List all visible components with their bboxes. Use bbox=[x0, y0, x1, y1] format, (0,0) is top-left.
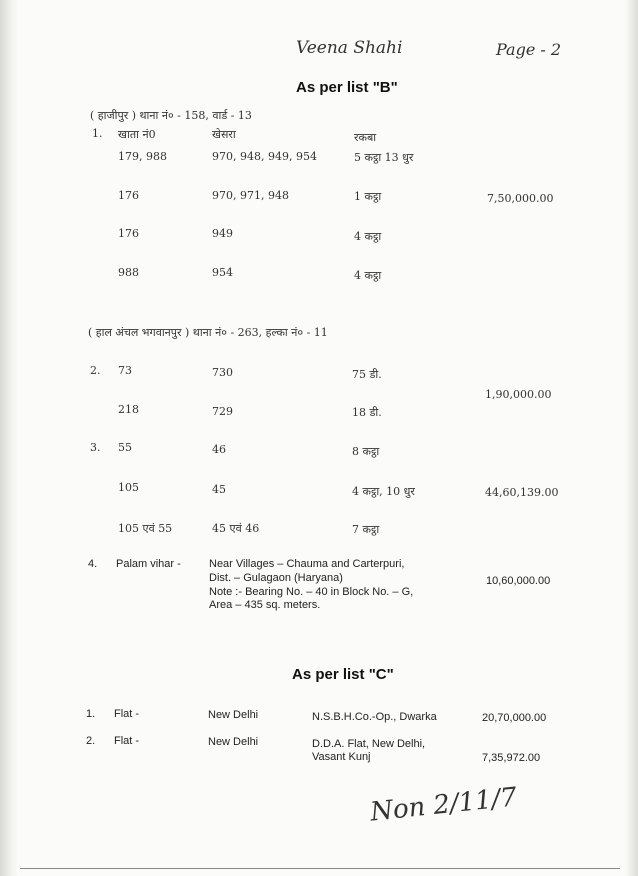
khata-value: 73 bbox=[118, 364, 132, 377]
rakba-value: 7 कट्ठा bbox=[352, 523, 380, 536]
rakba-value: 1 कट्ठा bbox=[354, 190, 382, 203]
khesra-value: 45 bbox=[212, 483, 226, 496]
property-desc: D.D.A. Flat, New Delhi, bbox=[312, 738, 426, 750]
property-desc: Vasant Kunj bbox=[312, 751, 371, 763]
item4-desc-line: Dist. – Gulagaon (Haryana) bbox=[209, 572, 343, 584]
signature-top: Veena Shahi bbox=[296, 38, 403, 58]
khesra-value: 730 bbox=[212, 366, 233, 379]
khesra-value: 970, 948, 949, 954 bbox=[212, 150, 317, 163]
item4-desc-line: Near Villages – Chauma and Carterpuri, bbox=[209, 558, 405, 570]
scan-edge-right bbox=[624, 0, 638, 876]
khata-value: 218 bbox=[118, 403, 139, 416]
property-desc: N.S.B.H.Co.-Op., Dwarka bbox=[312, 711, 437, 723]
khata-value: 176 bbox=[118, 227, 139, 240]
property-type: Flat - bbox=[114, 708, 140, 720]
khesra-value: 949 bbox=[212, 227, 233, 240]
item4-desc-line: Area – 435 sq. meters. bbox=[209, 599, 321, 611]
list-b-heading: As per list "B" bbox=[296, 79, 398, 96]
section2-location: ( हाल अंचल भगवानपुर ) थाना नं० - 263, हल्का नं० - 11 bbox=[88, 326, 328, 339]
page-label: Page - 2 bbox=[496, 40, 562, 59]
khesra-value: 45 एवं 46 bbox=[212, 522, 260, 535]
col-khata-header: खाता नं0 bbox=[118, 128, 156, 141]
col-khesra-header: खेसरा bbox=[212, 128, 236, 141]
khesra-value: 970, 971, 948 bbox=[212, 189, 289, 202]
property-amount: 20,70,000.00 bbox=[482, 712, 547, 724]
khata-value: 988 bbox=[118, 266, 139, 279]
property-city: New Delhi bbox=[208, 709, 259, 721]
item-number: 1. bbox=[92, 127, 103, 140]
item2-amount: 1,90,000.00 bbox=[485, 388, 552, 401]
khata-value: 105 एवं 55 bbox=[118, 522, 173, 535]
khesra-value: 954 bbox=[212, 266, 233, 279]
khata-value: 176 bbox=[118, 189, 139, 202]
list-c-heading: As per list "C" bbox=[292, 666, 394, 683]
khata-value: 179, 988 bbox=[118, 150, 167, 163]
item-number: 2. bbox=[86, 735, 96, 747]
item4-name: Palam vihar - bbox=[116, 558, 181, 570]
signature-bottom: Non 2/11/7 bbox=[368, 782, 519, 828]
khata-value: 105 bbox=[118, 481, 139, 494]
rakba-value: 4 कट्ठा bbox=[354, 230, 382, 243]
item-number: 1. bbox=[86, 708, 96, 720]
rakba-value: 4 कट्ठा, 10 धुर bbox=[352, 485, 415, 498]
item4-amount: 10,60,000.00 bbox=[486, 575, 551, 587]
property-type: Flat - bbox=[114, 735, 140, 747]
scan-edge-left bbox=[0, 0, 18, 876]
rakba-value: 75 डी. bbox=[352, 368, 382, 381]
khata-value: 55 bbox=[118, 441, 132, 454]
item3-amount: 44,60,139.00 bbox=[485, 486, 559, 499]
page-bottom-border bbox=[20, 868, 620, 869]
property-city: New Delhi bbox=[208, 736, 259, 748]
khesra-value: 729 bbox=[212, 405, 233, 418]
col-rakba-header: रकबा bbox=[354, 131, 377, 144]
property-amount: 7,35,972.00 bbox=[482, 752, 541, 764]
amount-value: 7,50,000.00 bbox=[487, 192, 554, 205]
item4-desc-line: Note :- Bearing No. – 40 in Block No. – G, bbox=[209, 586, 414, 598]
item-number: 2. bbox=[90, 364, 101, 377]
section1-location: ( हाजीपुर ) थाना नं० - 158, वार्ड - 13 bbox=[90, 109, 252, 122]
khesra-value: 46 bbox=[212, 443, 226, 456]
rakba-value: 4 कट्ठा bbox=[354, 269, 382, 282]
item-number: 4. bbox=[88, 558, 98, 570]
rakba-value: 5 कट्ठा 13 धुर bbox=[354, 151, 414, 164]
item-number: 3. bbox=[90, 441, 101, 454]
rakba-value: 18 डी. bbox=[352, 406, 382, 419]
rakba-value: 8 कट्ठा bbox=[352, 445, 380, 458]
